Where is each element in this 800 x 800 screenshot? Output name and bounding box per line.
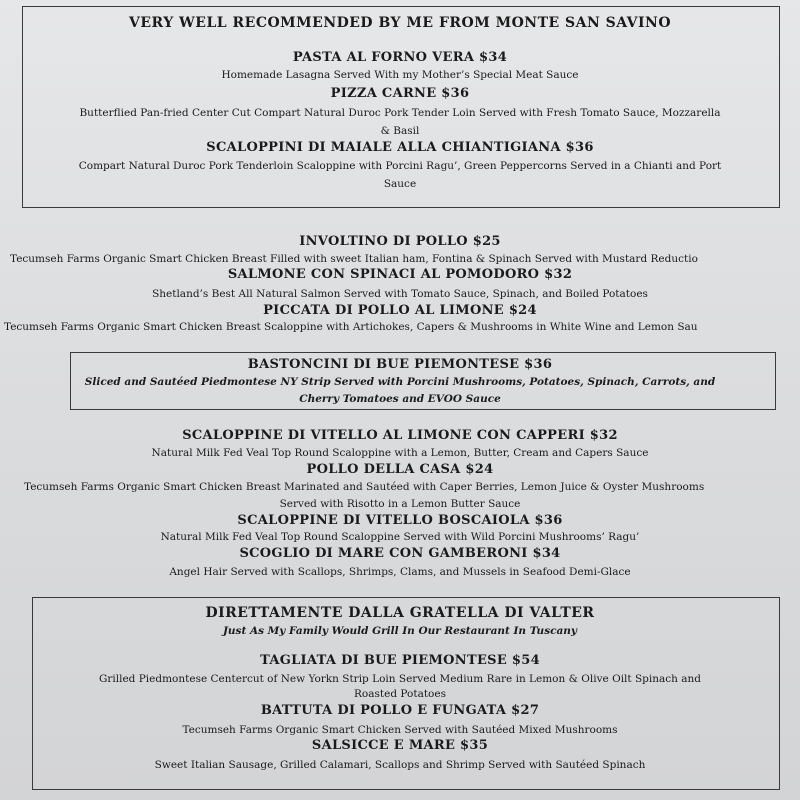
menu-item-desc: Cherry Tomatoes and EVOO Sauce: [299, 393, 501, 405]
menu-item-desc: Tecumseh Farms Organic Smart Chicken Breast Scaloppine with Artichokes, Capers & Mushrooms in White Wine and Lemon Sau: [4, 321, 698, 333]
section-heading: DIRETTAMENTE DALLA GRATELLA DI VALTER: [205, 605, 595, 621]
menu-item-title: INVOLTINO DI POLLO $25: [299, 234, 501, 249]
menu-item-desc: Butterflied Pan-fried Center Cut Compart Natural Duroc Pork Tender Loin Served with Fresh Tomato Sauce, Mozzarella: [79, 107, 721, 119]
menu-item-title: PASTA AL FORNO VERA $34: [292, 50, 508, 65]
menu-item-desc: Served with Risotto in a Lemon Butter Sauce: [279, 498, 521, 510]
menu-item-desc: Shetland’s Best All Natural Salmon Served with Tomato Sauce, Spinach, and Boiled Potatoes: [152, 288, 648, 300]
menu-item-title: SCALOPPINE DI VITELLO BOSCAIOLA $36: [237, 513, 563, 528]
menu-item-title: PIZZA CARNE $36: [330, 86, 470, 101]
menu-item-desc: Natural Milk Fed Veal Top Round Scaloppine Served with Wild Porcini Mushrooms’ Ragu’: [160, 531, 640, 543]
menu-item-title: BATTUTA DI POLLO E FUNGATA $27: [260, 703, 540, 718]
menu-item-title: SALSICCE E MARE $35: [311, 738, 489, 753]
menu-item-desc: Grilled Piedmontese Centercut of New Yorkn Strip Loin Served Medium Rare in Lemon & Olive Oilt Spinach and: [98, 673, 701, 685]
menu-item-title: TAGLIATA DI BUE PIEMONTESE $54: [260, 653, 540, 668]
menu-item-title: PICCATA DI POLLO AL LIMONE $24: [263, 303, 537, 318]
menu-item-desc: Sauce: [383, 178, 417, 190]
menu-item-title: SCALOPPINE DI VITELLO AL LIMONE CON CAPPERI $32: [182, 428, 618, 443]
menu-item-title: SCOGLIO DI MARE CON GAMBERONI $34: [239, 546, 561, 561]
menu-item-title: SALMONE CON SPINACI AL POMODORO $32: [227, 267, 573, 282]
menu-item-title: SCALOPPINI DI MAIALE ALLA CHIANTIGIANA $36: [206, 140, 594, 155]
menu-item-desc: Angel Hair Served with Scallops, Shrimps, Clams, and Mussels in Seafood Demi-Glace: [169, 566, 631, 578]
menu-item-desc: Sliced and Sautéed Piedmontese NY Strip Served with Porcini Mushrooms, Potatoes, Spinach, Carrots, and: [84, 376, 716, 388]
menu-item-desc: Sweet Italian Sausage, Grilled Calamari, Scallops and Shrimp Served with Sautéed Spinach: [154, 759, 646, 771]
menu-item-desc: Roasted Potatoes: [354, 688, 446, 700]
section-subheading: Just As My Family Would Grill In Our Restaurant In Tuscany: [222, 625, 578, 637]
menu-item-desc: & Basil: [380, 125, 420, 137]
menu-item-desc: Homemade Lasagna Served With my Mother’s Special Meat Sauce: [221, 69, 579, 81]
menu-item-desc: Compart Natural Duroc Pork Tenderloin Scaloppine with Porcini Ragu’, Green Peppercorns Served in a Chianti and Port: [78, 160, 722, 172]
menu-item-title: POLLO DELLA CASA $24: [306, 462, 494, 477]
menu-item-desc: Natural Milk Fed Veal Top Round Scaloppine with a Lemon, Butter, Cream and Capers Sauce: [151, 447, 649, 459]
menu-item-desc: Tecumseh Farms Organic Smart Chicken Served with Sautéed Mixed Mushrooms: [182, 724, 618, 736]
menu-item-desc: Tecumseh Farms Organic Smart Chicken Breast Marinated and Sautéed with Caper Berries, Lemon Juice & Oyster Mushrooms: [24, 481, 705, 493]
menu-item-title: BASTONCINI DI BUE PIEMONTESE $36: [247, 357, 553, 372]
section-heading: VERY WELL RECOMMENDED BY ME FROM MONTE SAN SAVINO: [128, 15, 672, 31]
menu-item-desc: Tecumseh Farms Organic Smart Chicken Breast Filled with sweet Italian ham, Fontina & Spinach Served with Mustard Reductio: [10, 253, 698, 265]
